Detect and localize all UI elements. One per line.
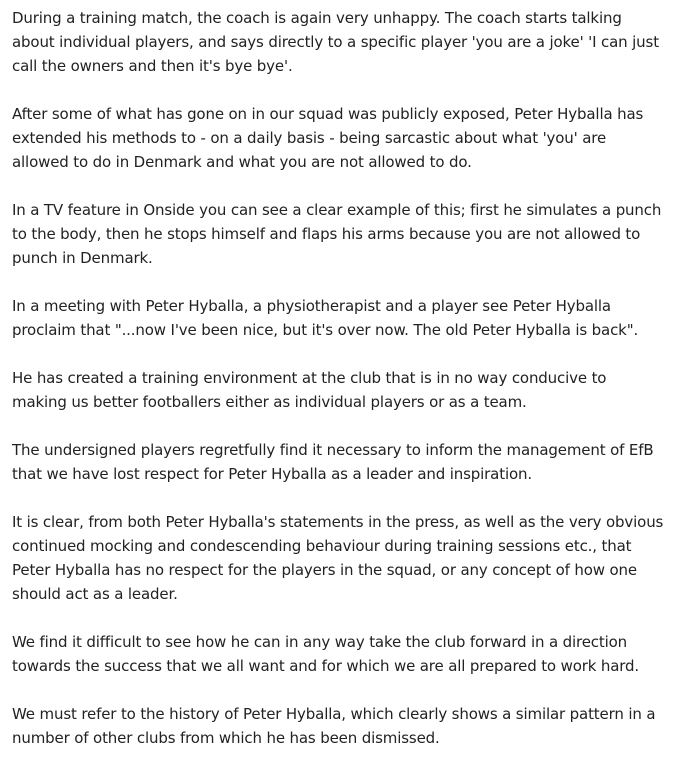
- paragraph-7: It is clear, from both Peter Hyballa's statements in the press, as well as the very obvious continued mocking and condescending behaviour during training sessions etc., that Peter Hyballa has no respect for the players in the squad, or any concept of how one should act as a leader.: [12, 513, 664, 603]
- paragraph-5: He has created a training environment at the club that is in no way conducive to making us better footballers either as individual players or as a team.: [12, 369, 607, 411]
- paragraph-2: After some of what has gone on in our squad was publicly exposed, Peter Hyballa has extended his methods to - on a daily basis - being sarcastic about what 'you' are allowed to do in Denmark and what you are not allowed to do.: [12, 105, 644, 171]
- paragraph-1: During a training match, the coach is again very unhappy. The coach starts talking about individual players, and says directly to a specific player 'you are a joke' 'I can just call the owners and then it's bye bye'.: [12, 9, 659, 75]
- paragraph-3: In a TV feature in Onside you can see a clear example of this; first he simulates a punch to the body, then he stops himself and flaps his arms because you are not allowed to punch in Denmark.: [12, 201, 662, 267]
- paragraph-6: The undersigned players regretfully find it necessary to inform the management of EfB that we have lost respect for Peter Hyballa as a leader and inspiration.: [12, 441, 654, 483]
- paragraph-8: We find it difficult to see how he can in any way take the club forward in a direction towards the success that we all want and for which we are all prepared to work hard.: [12, 633, 640, 675]
- paragraph-9: We must refer to the history of Peter Hyballa, which clearly shows a similar pattern in a number of other clubs from which he has been dismissed.: [12, 705, 656, 747]
- paragraph-4: In a meeting with Peter Hyballa, a physiotherapist and a player see Peter Hyballa proclaim that "...now I've been nice, but it's over now. The old Peter Hyballa is back".: [12, 297, 639, 339]
- letter-body: [12, 6, 664, 750]
